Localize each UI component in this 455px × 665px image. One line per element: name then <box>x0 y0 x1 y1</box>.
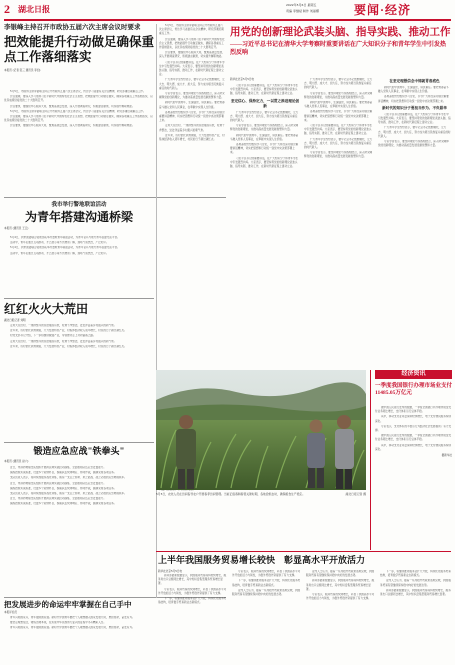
economy-box-headline: 一季度我国银行办理市场业支付11485.05万亿元 <box>375 383 453 396</box>
article-6-subsection-heading: 新时代的知识分子要担当作为、不负韶华 <box>382 105 447 110</box>
article-7-paragraph: 专家表示，服务贸易的快速增长，彰显了我国高水平对外开放的活力与韧性，为稳外贸稳外资提供了有力支撑。 <box>306 593 375 601</box>
article-5 <box>4 600 154 663</box>
article-4-byline: 本报讯 (通讯员 赵六) <box>4 460 29 463</box>
article-3-body <box>4 324 154 388</box>
article-2-byline: 本报讯 (通讯员 王五) <box>4 227 29 230</box>
continuation-paragraph: 各地高校纷纷组织学习讨论，引导广大师生深刻领会重要讲话精神，切实把思想和行动统一到党中央决策部署上来。 <box>159 110 225 123</box>
article-7-paragraph: 商务部最新数据显示，我国服务贸易保持较快增长，服务进出口总额同比增长，其中知识密集型服务贸易增长显著。 <box>380 588 451 597</box>
article-5-headline: 把发展进步的命运牢牢掌握在自己手中 <box>4 600 132 609</box>
article-1-paragraph: 会议强调，要深入学习贯彻习近平新时代中国特色社会主义思想，把效能提升行动做足做实，确保各项重点工作落细落实，以优异成绩迎接党的二十大胜利召开。 <box>4 115 153 123</box>
article-7-paragraph: 下一步，将继续推进服务业扩大开放，持续优化服务贸易结构，培育数字贸易新业态新模式。 <box>380 570 451 578</box>
economy-box-paragraph: 其中，移动支付业务量保持较快增长，电子支付便民服务持续深化。 <box>375 443 452 451</box>
article-4-paragraph: 演练按照实战标准，设置多个险情科目，参演队伍快速响应、协同作战，圆满完成各项任务。 <box>10 471 117 475</box>
article-1-kicker: 李银峰主持召开市政协五届六次主席会议时要求 <box>4 24 141 31</box>
article-1-paragraph: 会议强调，要深入学习贯彻习近平新时代中国特色社会主义思想，把效能提升行动做足做实，确保各项重点工作落细落实，以优异成绩迎接党的二十大胜利召开。 <box>4 95 153 103</box>
article-6-byline: 新华社北京5月5日电 <box>230 78 255 81</box>
article-6-paragraph: 专家学者表示，要坚持理论与实践相结合，深入研究阐释党的创新理论，为推动高质量发展贡献智慧和力量。 <box>304 91 373 99</box>
article-4 <box>4 446 154 596</box>
article-2-paragraph: 活动中，青年们通过互动游戏、才艺展示等方式增进了解，现场气氛热烈，广泛好评。 <box>10 241 109 245</box>
article-6-paragraph: 新时代的中国青年，生逢盛世，肩负重任。要把青春奋斗融入党和人民事业，在奉献中实现人生价值。 <box>378 86 449 94</box>
article-4-headline: 锻造应急应战"铁拳头" <box>33 446 125 456</box>
article-6-paragraph: 专家学者表示，要坚持理论与实践相结合，深入研究阐释党的创新理论，为推动高质量发展贡献智慧和力量。 <box>304 151 373 159</box>
economy-box-paragraph: 据中国人民银行发布的数据，一季度全国银行共办理非现金支付业务同比增长，支付体系运行总体平稳。 <box>375 406 452 414</box>
article-6-subsection-heading: 在坚定理想信念中铸就青春底色 <box>389 79 440 83</box>
article-7-paragraph: 专家表示，服务贸易的快速增长，彰显了我国高水平对外开放的活力与韧性，为稳外贸稳外资提供了有力支撑。 <box>158 587 227 595</box>
continuation-paragraph: 习近平总书记的重要讲话，在广大知识分子和青年学生中引发强烈共鸣。大家表示，要坚持用党的创新理论武装头脑、指导实践、推动工作，在新时代新征程上建功立业。 <box>159 60 225 77</box>
article-7-paragraph: 业内人士认为，随着一系列稳外贸政策落地见效，我国服务贸易有望继续保持稳中向好的发展态势。 <box>232 588 301 597</box>
article-6-paragraph: 新时代的中国青年，生逢盛世，肩负重任。要把青春奋斗融入党和人民事业，在奉献中实现人生价值。 <box>230 133 299 141</box>
article-6-col-3 <box>378 78 451 366</box>
paper-name-logo: 湖北日报 <box>18 5 50 14</box>
article-6-paragraph: 各地高校纷纷组织学习讨论，引导广大师生深刻领会重要讲话精神，切实把思想和行动统一到党中央决策部署上来。 <box>304 110 373 122</box>
article-6-paragraph: 专家学者表示，要坚持理论与实践相结合，深入研究阐释党的创新理论，为推动高质量发展贡献智慧和力量。 <box>378 140 449 148</box>
article-7 <box>158 554 451 662</box>
article-2-headline: 为青年搭建沟通桥梁 <box>24 210 133 224</box>
article-5-byline: 本报评论员 <box>4 611 17 614</box>
photo-caption <box>156 492 366 496</box>
continuation-paragraph: 广大青年学生纷纷表示，要牢记总书记殷殷嘱托，立大志、明大德、成大才、担大任，努力成为堪当民族复兴重任的时代新人。 <box>159 78 225 90</box>
continuation-paragraph: 走进大荒田村，一排排整齐的民居错落有致，村道干净整洁，处处洋溢着乡村振兴的新气象。 <box>159 124 225 132</box>
article-2-paragraph: 活动中，青年们通过互动游戏、才艺展示等方式增进了解，现场气氛热烈，广泛好评。 <box>10 251 109 255</box>
article-6-paragraph: 广大青年学生纷纷表示，要牢记总书记殷殷嘱托，立大志、明大德、成大才、担大任，努力成为堪当民族复兴重任的时代新人。 <box>304 137 373 150</box>
economy-box-label: 经济资讯 <box>375 370 452 379</box>
article-1-paragraph: 5月5日，市政协主席李银峰主持召开市政协五届六次主席会议，传达学习省委有关会议精神，研究部署近期重点工作。 <box>10 109 146 113</box>
farm-field-photo <box>156 370 366 490</box>
article-6-header <box>230 26 451 72</box>
article-3-paragraph: 近年来，该村依托资源禀赋，大力发展特色产业，村集体经济收入逐年增长，村民的日子越过越红火。 <box>10 344 127 348</box>
article-7-paragraph: 商务部最新数据显示，我国服务贸易保持较快增长，服务进出口总额同比增长，其中知识密集型服务贸易增长显著。 <box>306 579 375 591</box>
article-2-body <box>4 236 154 296</box>
economy-box-paragraph: 其中，移动支付业务量保持较快增长，电子支付便民服务持续深化。 <box>375 415 452 423</box>
date-line: 2022年5月6日 星期五 <box>286 3 317 7</box>
article-6-paragraph: 习近平总书记的重要讲话，在广大知识分子和青年学生中引发强烈共鸣。大家表示，要坚持用党的创新理论武装头脑、指导实践、推动工作，在新时代新征程上建功立业。 <box>230 156 299 169</box>
article-7-col-3 <box>306 570 376 662</box>
continuation-paragraph: 会议要求，要围绕中心服务大局，聚焦高质量发展，深入开展调查研究，积极建言献策，切实提升履职效能。 <box>159 51 225 59</box>
article-1-paragraph: 会议要求，要围绕中心服务大局，聚焦高质量发展，深入开展调查研究，积极建言献策，切实提升履职效能。 <box>10 124 135 128</box>
article-3-paragraph: 走进大荒田村，一排排整齐的民居错落有致，村道干净整洁，处处洋溢着乡村振兴的新气象。 <box>10 339 117 343</box>
article-7-col-2 <box>232 570 302 662</box>
article-6-subsection-heading: 坚定信心、保持定力，一以贯之推进理论创新 <box>230 98 300 108</box>
article-5-body <box>4 616 154 663</box>
economy-box-paragraph: 专家表示，支付体系的平稳运行为经济社会发展提供了有力支撑。 <box>375 424 452 433</box>
article-7-paragraph: 专家表示，服务贸易的快速增长，彰显了我国高水平对外开放的活力与韧性，为稳外贸稳外资提供了有力支撑。 <box>232 570 301 578</box>
article-2-paragraph: 5月4日，我市团委联合驻地部队举办警地青年联谊活动，为青年官兵与地方青年搭建交流平台。 <box>10 246 120 250</box>
article-4-paragraph: 支队负责人表示，将持续加强实战化训练，锻造一支召之即来、来之能战、战之必胜的应急救援铁军。 <box>10 476 127 480</box>
article-7-col-4 <box>380 570 451 662</box>
article-4-paragraph: 近日，市消防救援支队组织开展跨区域实战拉动演练，全面检验队伍应急处置能力。 <box>10 481 106 485</box>
continuation-paragraph: 5月5日，市政协主席李银峰主持召开市政协五届六次主席会议，传达学习省委有关会议精神，研究部署近期重点工作。 <box>159 24 224 36</box>
article-5-paragraph: 要坚定理想信念，锤炼过硬本领，在实现中华民族伟大复兴的征程中书写精彩人生。 <box>10 621 106 625</box>
article-7-paragraph: 业内人士认为，随着一系列稳外贸政策落地见效，我国服务贸易有望继续保持稳中向好的发展态势。 <box>380 579 451 587</box>
article-2-paragraph: 5月4日，我市团委联合驻地部队举办警地青年联谊活动，为青年官兵与地方青年搭建交流平台。 <box>10 236 120 239</box>
news-photo <box>156 370 366 490</box>
article-7-paragraph: 下一步，将继续推进服务业扩大开放，持续优化服务贸易结构，培育数字贸易新业态新模式。 <box>158 597 227 605</box>
article-6-paragraph: 习近平总书记的重要讲话，在广大知识分子和青年学生中引发强烈共鸣。大家表示，要坚持用党的创新理论武装头脑、指导实践、推动工作，在新时代新征程上建功立业。 <box>230 84 299 96</box>
article-1-headline: 把效能提升行动做足确保重点工作落细落实 <box>4 35 155 64</box>
article-6-subhead: ——习近平总书记在清华大学考察时重要讲话在广大知识分子和青年学生中引发热烈反响 <box>230 42 447 56</box>
divider <box>4 298 154 299</box>
article-1-paragraph: 5月5日，市政协主席李银峰主持召开市政协五届六次主席会议，传达学习省委有关会议精神，研究部署近期重点工作。 <box>10 90 146 93</box>
page-number: 2 <box>4 2 10 16</box>
economy-box-source: 据新华社 <box>441 454 452 458</box>
article-7-byline: 新华社北京5月5日电 <box>158 570 183 573</box>
economy-box-paragraph: 据中国人民银行发布的数据，一季度全国银行共办理非现金支付业务同比增长，支付体系运行总体平稳。 <box>375 434 452 442</box>
article-3-headline: 红红火火大荒田 <box>4 302 89 316</box>
middle-column-body <box>159 24 225 374</box>
article-6-paragraph: 新时代的中国青年，生逢盛世，肩负重任。要把青春奋斗融入党和人民事业，在奉献中实现人生价值。 <box>304 101 373 109</box>
continuation-paragraph: 近年来，该村依托资源禀赋，大力发展特色产业，村集体经济收入逐年增长，村民的日子越过越红火。 <box>159 133 225 142</box>
column-divider <box>156 24 157 598</box>
article-6-paragraph: 广大青年学生纷纷表示，要牢记总书记殷殷嘱托，立大志、明大德、成大才、担大任，努力成为堪当民族复兴重任的时代新人。 <box>304 78 373 90</box>
article-6-paragraph: 广大青年学生纷纷表示，要牢记总书记殷殷嘱托，立大志、明大德、成大才、担大任，努力成为堪当民族复兴重任的时代新人。 <box>230 110 299 123</box>
photo-caption-text: 5月5日，农技人员在田间指导农户开展春季田间管理。当前正值春耕春管关键时期，各地抢抓农时，确保粮食生产稳定。 <box>156 492 305 496</box>
article-5-paragraph: 青年兴则国家兴，青年强则国家强。新时代中国青年要把个人理想融入国家发展大局，勇担使命，奋发有为。 <box>10 626 135 630</box>
article-6-paragraph: 专家学者表示，要坚持理论与实践相结合，深入研究阐释党的创新理论，为推动高质量发展贡献智慧和力量。 <box>230 124 299 132</box>
section-title: 要闻·经济 <box>354 3 412 17</box>
article-4-paragraph: 近日，市消防救援支队组织开展跨区域实战拉动演练，全面检验队伍应急处置能力。 <box>10 466 106 469</box>
continuation-paragraph: 新时代的中国青年，生逢盛世，肩负重任。要把青春奋斗融入党和人民事业，在奉献中实现人生价值。 <box>159 101 225 109</box>
article-3 <box>4 302 154 388</box>
masthead <box>0 0 455 20</box>
article-7-paragraph: 业内人士认为，随着一系列稳外贸政策落地见效，我国服务贸易有望继续保持稳中向好的发展态势。 <box>306 570 375 578</box>
article-1 <box>4 24 154 194</box>
article-4-body <box>4 466 154 592</box>
article-1-byline: 本报讯 (记者 张三 通讯员 李四) <box>4 69 41 72</box>
article-7-paragraph: 下一步，将继续推进服务业扩大开放，持续优化服务贸易结构，培育数字贸易新业态新模式。 <box>232 579 301 587</box>
article-6-headline: 用党的创新理论武装头脑、指导实践、推动工作 <box>230 27 451 38</box>
article-6-col-1 <box>230 78 300 366</box>
article-1-paragraph: 会议要求，要围绕中心服务大局，聚焦高质量发展，深入开展调查研究，积极建言献策，切实提升履职效能。 <box>10 104 135 108</box>
article-6-paragraph: 习近平总书记的重要讲话，在广大知识分子和青年学生中引发强烈共鸣。大家表示，要坚持用党的创新理论武装头脑、指导实践、推动工作，在新时代新征程上建功立业。 <box>378 112 451 125</box>
continuation-paragraph: 专家学者表示，要坚持理论与实践相结合，深入研究阐释党的创新理论，为推动高质量发展贡献智慧和力量。 <box>159 92 225 100</box>
article-7-headline: 上半年我国服务贸易增长较快 彰显高水平开放活力 <box>158 555 366 565</box>
article-3-paragraph: 走进大荒田村，一排排整齐的民居错落有致，村道干净整洁，处处洋溢着乡村振兴的新气象。 <box>10 324 117 327</box>
article-1-body <box>4 90 154 190</box>
article-6-col-2 <box>304 78 374 366</box>
divider <box>4 442 154 443</box>
article-4-paragraph: 演练按照实战标准，设置多个险情科目，参演队伍快速响应、协同作战，圆满完成各项任务。 <box>10 502 117 506</box>
divider <box>156 551 451 552</box>
article-6-paragraph: 习近平总书记的重要讲话，在广大知识分子和青年学生中引发强烈共鸣。大家表示，要坚持用党的创新理论武装头脑、指导实践、推动工作，在新时代新征程上建功立业。 <box>304 124 373 136</box>
article-6-paragraph: 各地高校纷纷组织学习讨论，引导广大师生深刻领会重要讲话精神，切实把思想和行动统一到党中央决策部署上来。 <box>230 143 299 155</box>
article-3-paragraph: 村党支部书记介绍，下一步将继续做强产业，带领群众走上共同富裕之路。 <box>10 334 96 338</box>
economy-box-body <box>375 406 452 546</box>
economy-news-box <box>370 370 452 550</box>
article-5-paragraph: 青年兴则国家兴，青年强则国家强。新时代中国青年要把个人理想融入国家发展大局，勇担使命，奋发有为。 <box>10 616 135 619</box>
article-4-paragraph: 演练按照实战标准，设置多个险情科目，参演队伍快速响应、协同作战，圆满完成各项任务。 <box>10 486 117 490</box>
article-6-paragraph: 广大青年学生纷纷表示，要牢记总书记殷殷嘱托，立大志、明大德、成大才、担大任，努力成为堪当民族复兴重任的时代新人。 <box>378 126 451 138</box>
article-3-paragraph: 近年来，该村依托资源禀赋，大力发展特色产业，村集体经济收入逐年增长，村民的日子越过越红火。 <box>10 329 127 333</box>
masthead-rule <box>4 19 451 21</box>
article-3-byline: 湖北日报记者 刘明 <box>4 319 26 322</box>
article-4-paragraph: 近日，市消防救援支队组织开展跨区域实战拉动演练，全面检验队伍应急处置能力。 <box>10 497 106 501</box>
photo-credit: 湖北日报记者 摄 <box>345 492 366 496</box>
article-4-paragraph: 支队负责人表示，将持续加强实战化训练，锻造一支召之即来、来之能战、战之必胜的应急救援铁军。 <box>10 492 127 496</box>
article-6-paragraph: 各地高校纷纷组织学习讨论，引导广大师生深刻领会重要讲话精神，切实把思想和行动统一到党中央决策部署上来。 <box>378 95 449 103</box>
editor-line: 责编 李继斌 制作 刘丽娜 <box>286 9 319 13</box>
article-2 <box>4 200 154 296</box>
article-7-col-1 <box>158 570 228 662</box>
continuation-paragraph: 会议强调，要深入学习贯彻习近平新时代中国特色社会主义思想，把效能提升行动做足做实，确保各项重点工作落细落实，以优异成绩迎接党的二十大胜利召开。 <box>159 37 225 50</box>
article-7-paragraph: 商务部最新数据显示，我国服务贸易保持较快增长，服务进出口总额同比增长，其中知识密集型服务贸易增长显著。 <box>158 574 227 586</box>
article-2-kicker: 我市举行警地联谊活动 <box>51 202 107 208</box>
